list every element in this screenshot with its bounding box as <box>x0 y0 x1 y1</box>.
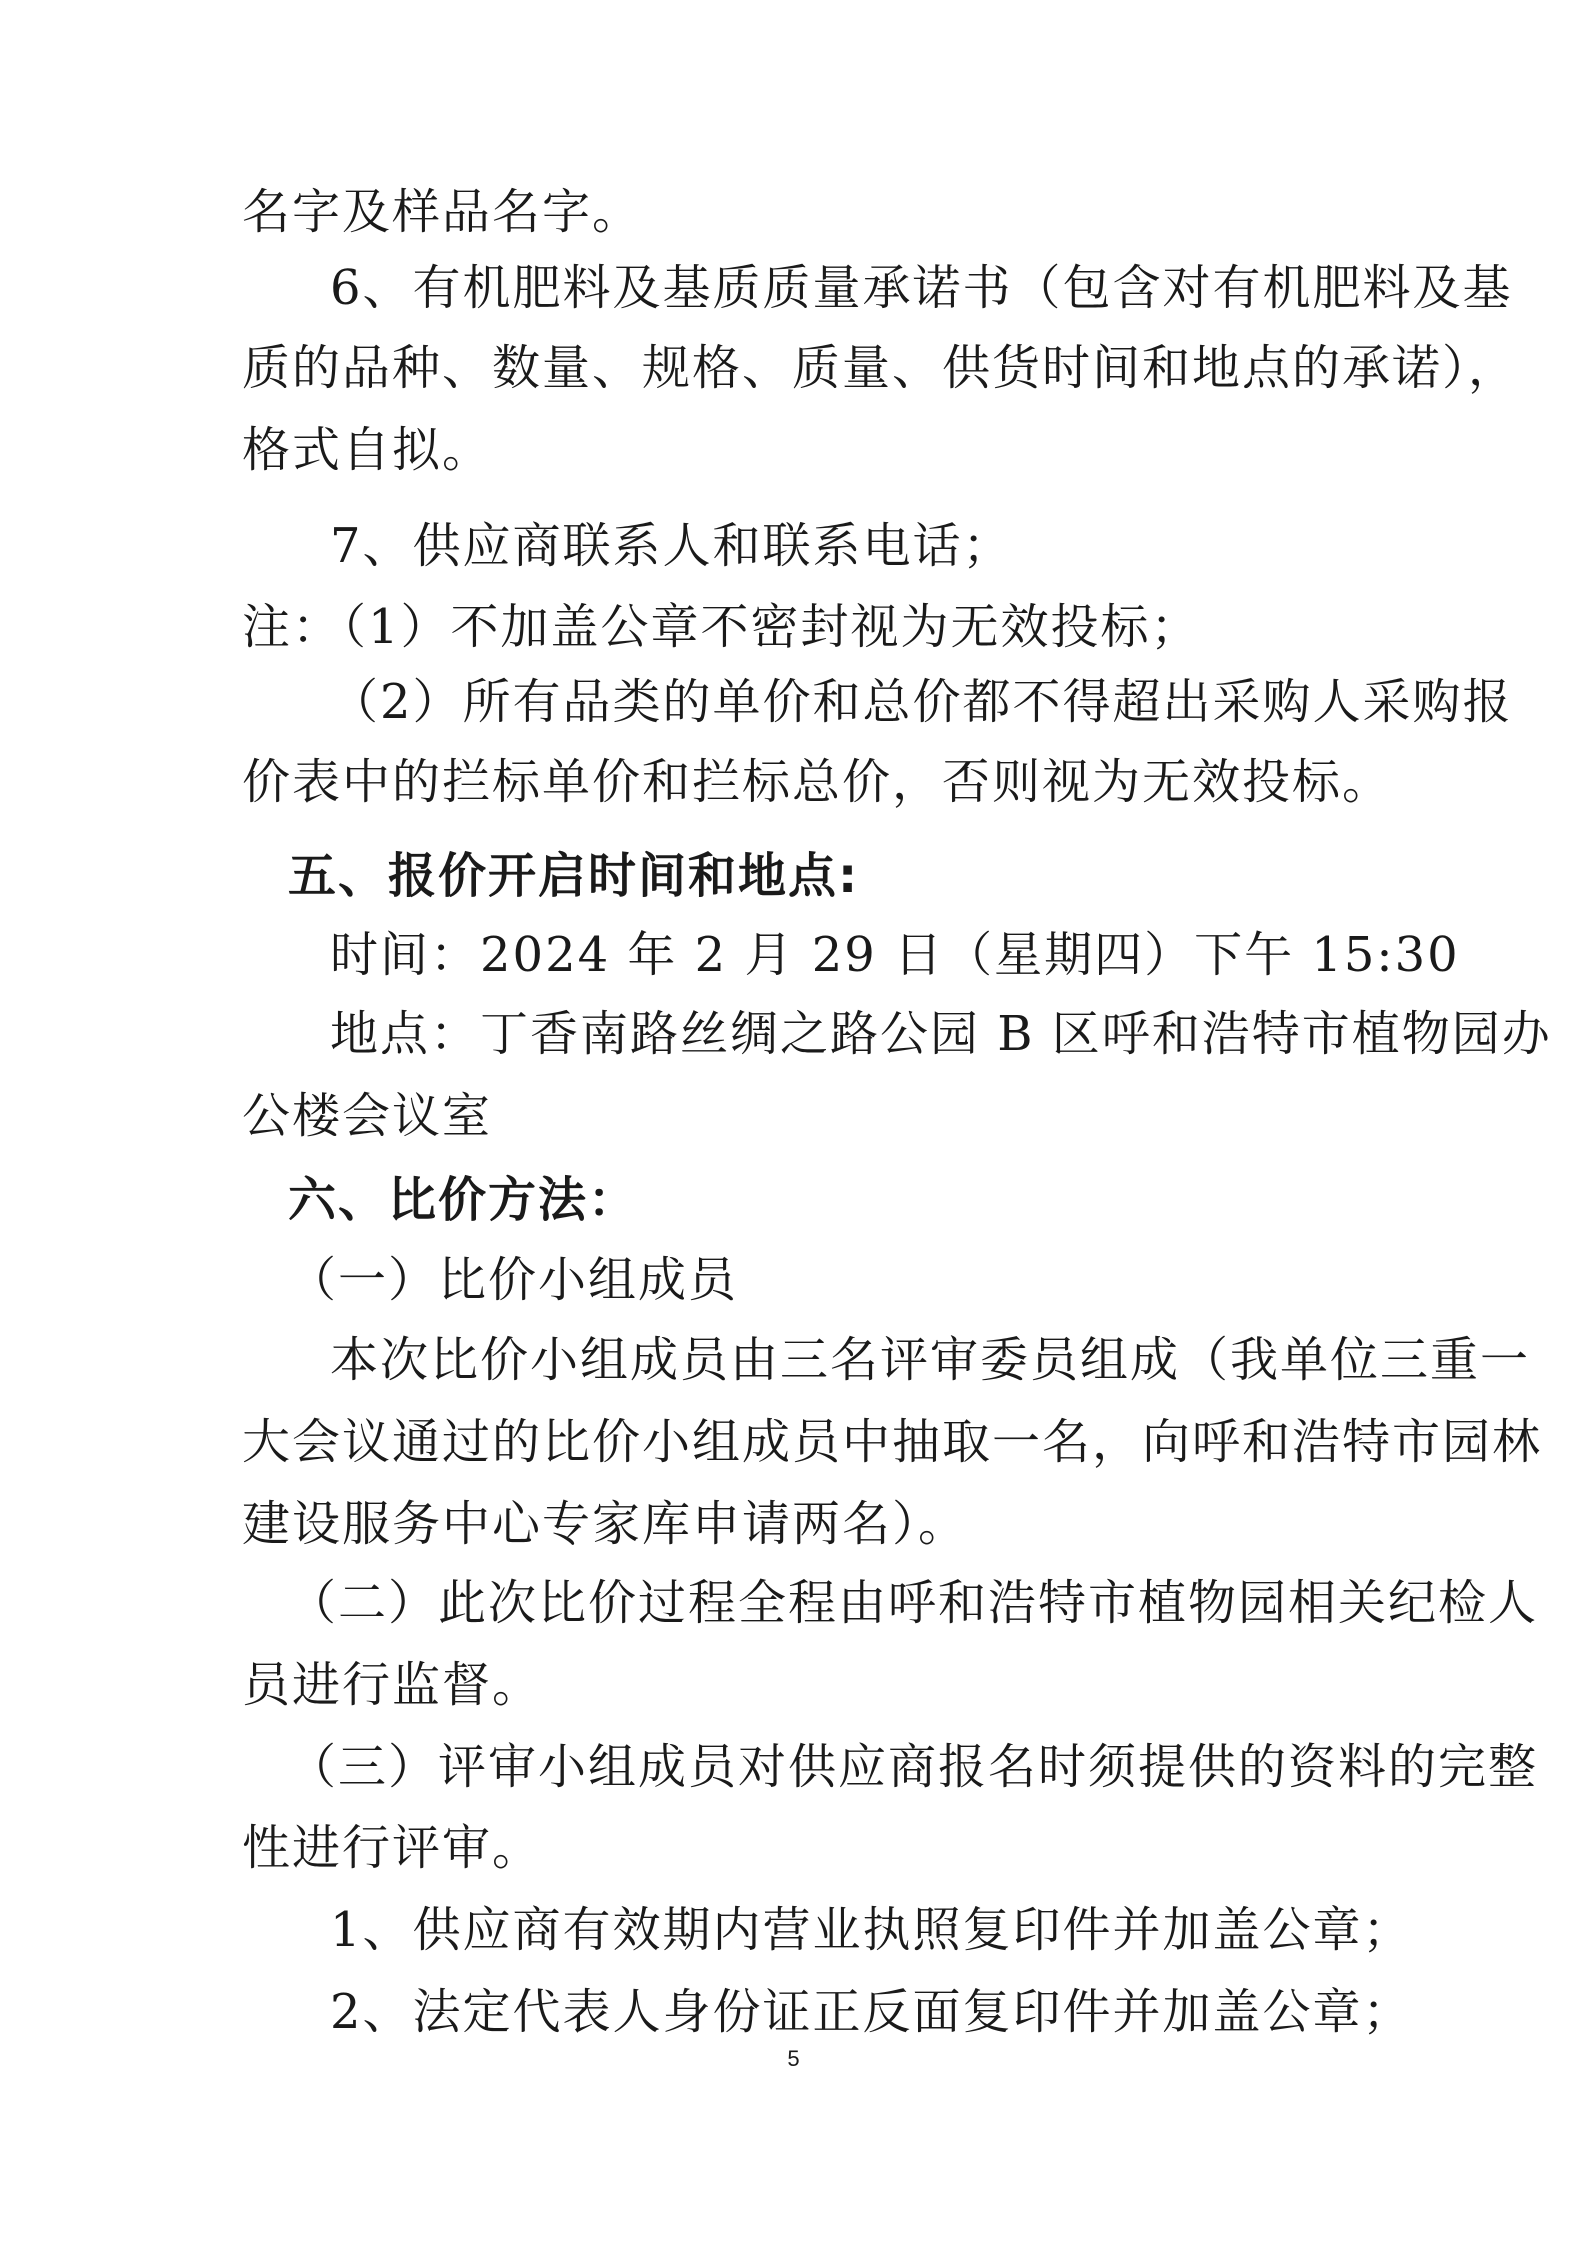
list-item: 2、法定代表人身份证正反面复印件并加盖公章； <box>330 1984 1413 2040</box>
paragraph-line: 6、有机肥料及基质质量承诺书（包含对有机肥料及基 <box>330 260 1513 316</box>
paragraph-line: 建设服务中心专家库申请两名）。 <box>242 1496 969 1552</box>
paragraph-line: 时间：2024 年 2 月 29 日（星期四）下午 15:30 <box>330 927 1460 983</box>
paragraph-line: 名字及样品名字。 <box>242 184 643 240</box>
paragraph-line: 地点：丁香南路丝绸之路公园 B 区呼和浩特市植物园办 <box>330 1006 1552 1062</box>
page-number: 5 <box>787 2046 800 2071</box>
section-heading-6: 六、比价方法： <box>288 1172 639 1228</box>
paragraph-line: 公楼会议室 <box>242 1088 493 1144</box>
note-line: 价表中的拦标单价和拦标总价，否则视为无效投标。 <box>242 754 1393 810</box>
section-heading-5: 五、报价开启时间和地点: <box>288 848 860 904</box>
paragraph-line: 质的品种、数量、规格、质量、供货时间和地点的承诺）， <box>242 340 1519 396</box>
note-line: （2）所有品类的单价和总价都不得超出采购人采购报 <box>330 674 1513 730</box>
paragraph-line: （三）评审小组成员对供应商报名时须提供的资料的完整 <box>288 1739 1539 1795</box>
paragraph-line: （二）此次比价过程全程由呼和浩特市植物园相关纪检人 <box>288 1575 1539 1631</box>
paragraph-line: 员进行监督。 <box>242 1657 543 1713</box>
paragraph-line: 格式自拟。 <box>242 422 493 478</box>
paragraph-line: 本次比价小组成员由三名评审委员组成（我单位三重一 <box>330 1332 1531 1388</box>
note-line: 注：（1）不加盖公章不密封视为无效投标； <box>242 599 1201 655</box>
paragraph-line: 7、供应商联系人和联系电话； <box>330 518 1013 574</box>
list-item: 1、供应商有效期内营业执照复印件并加盖公章； <box>330 1902 1413 1958</box>
subsection-heading: （一）比价小组成员 <box>288 1252 739 1308</box>
paragraph-line: 性进行评审。 <box>242 1820 543 1876</box>
paragraph-line: 大会议通过的比价小组成员中抽取一名，向呼和浩特市园林 <box>242 1414 1543 1470</box>
